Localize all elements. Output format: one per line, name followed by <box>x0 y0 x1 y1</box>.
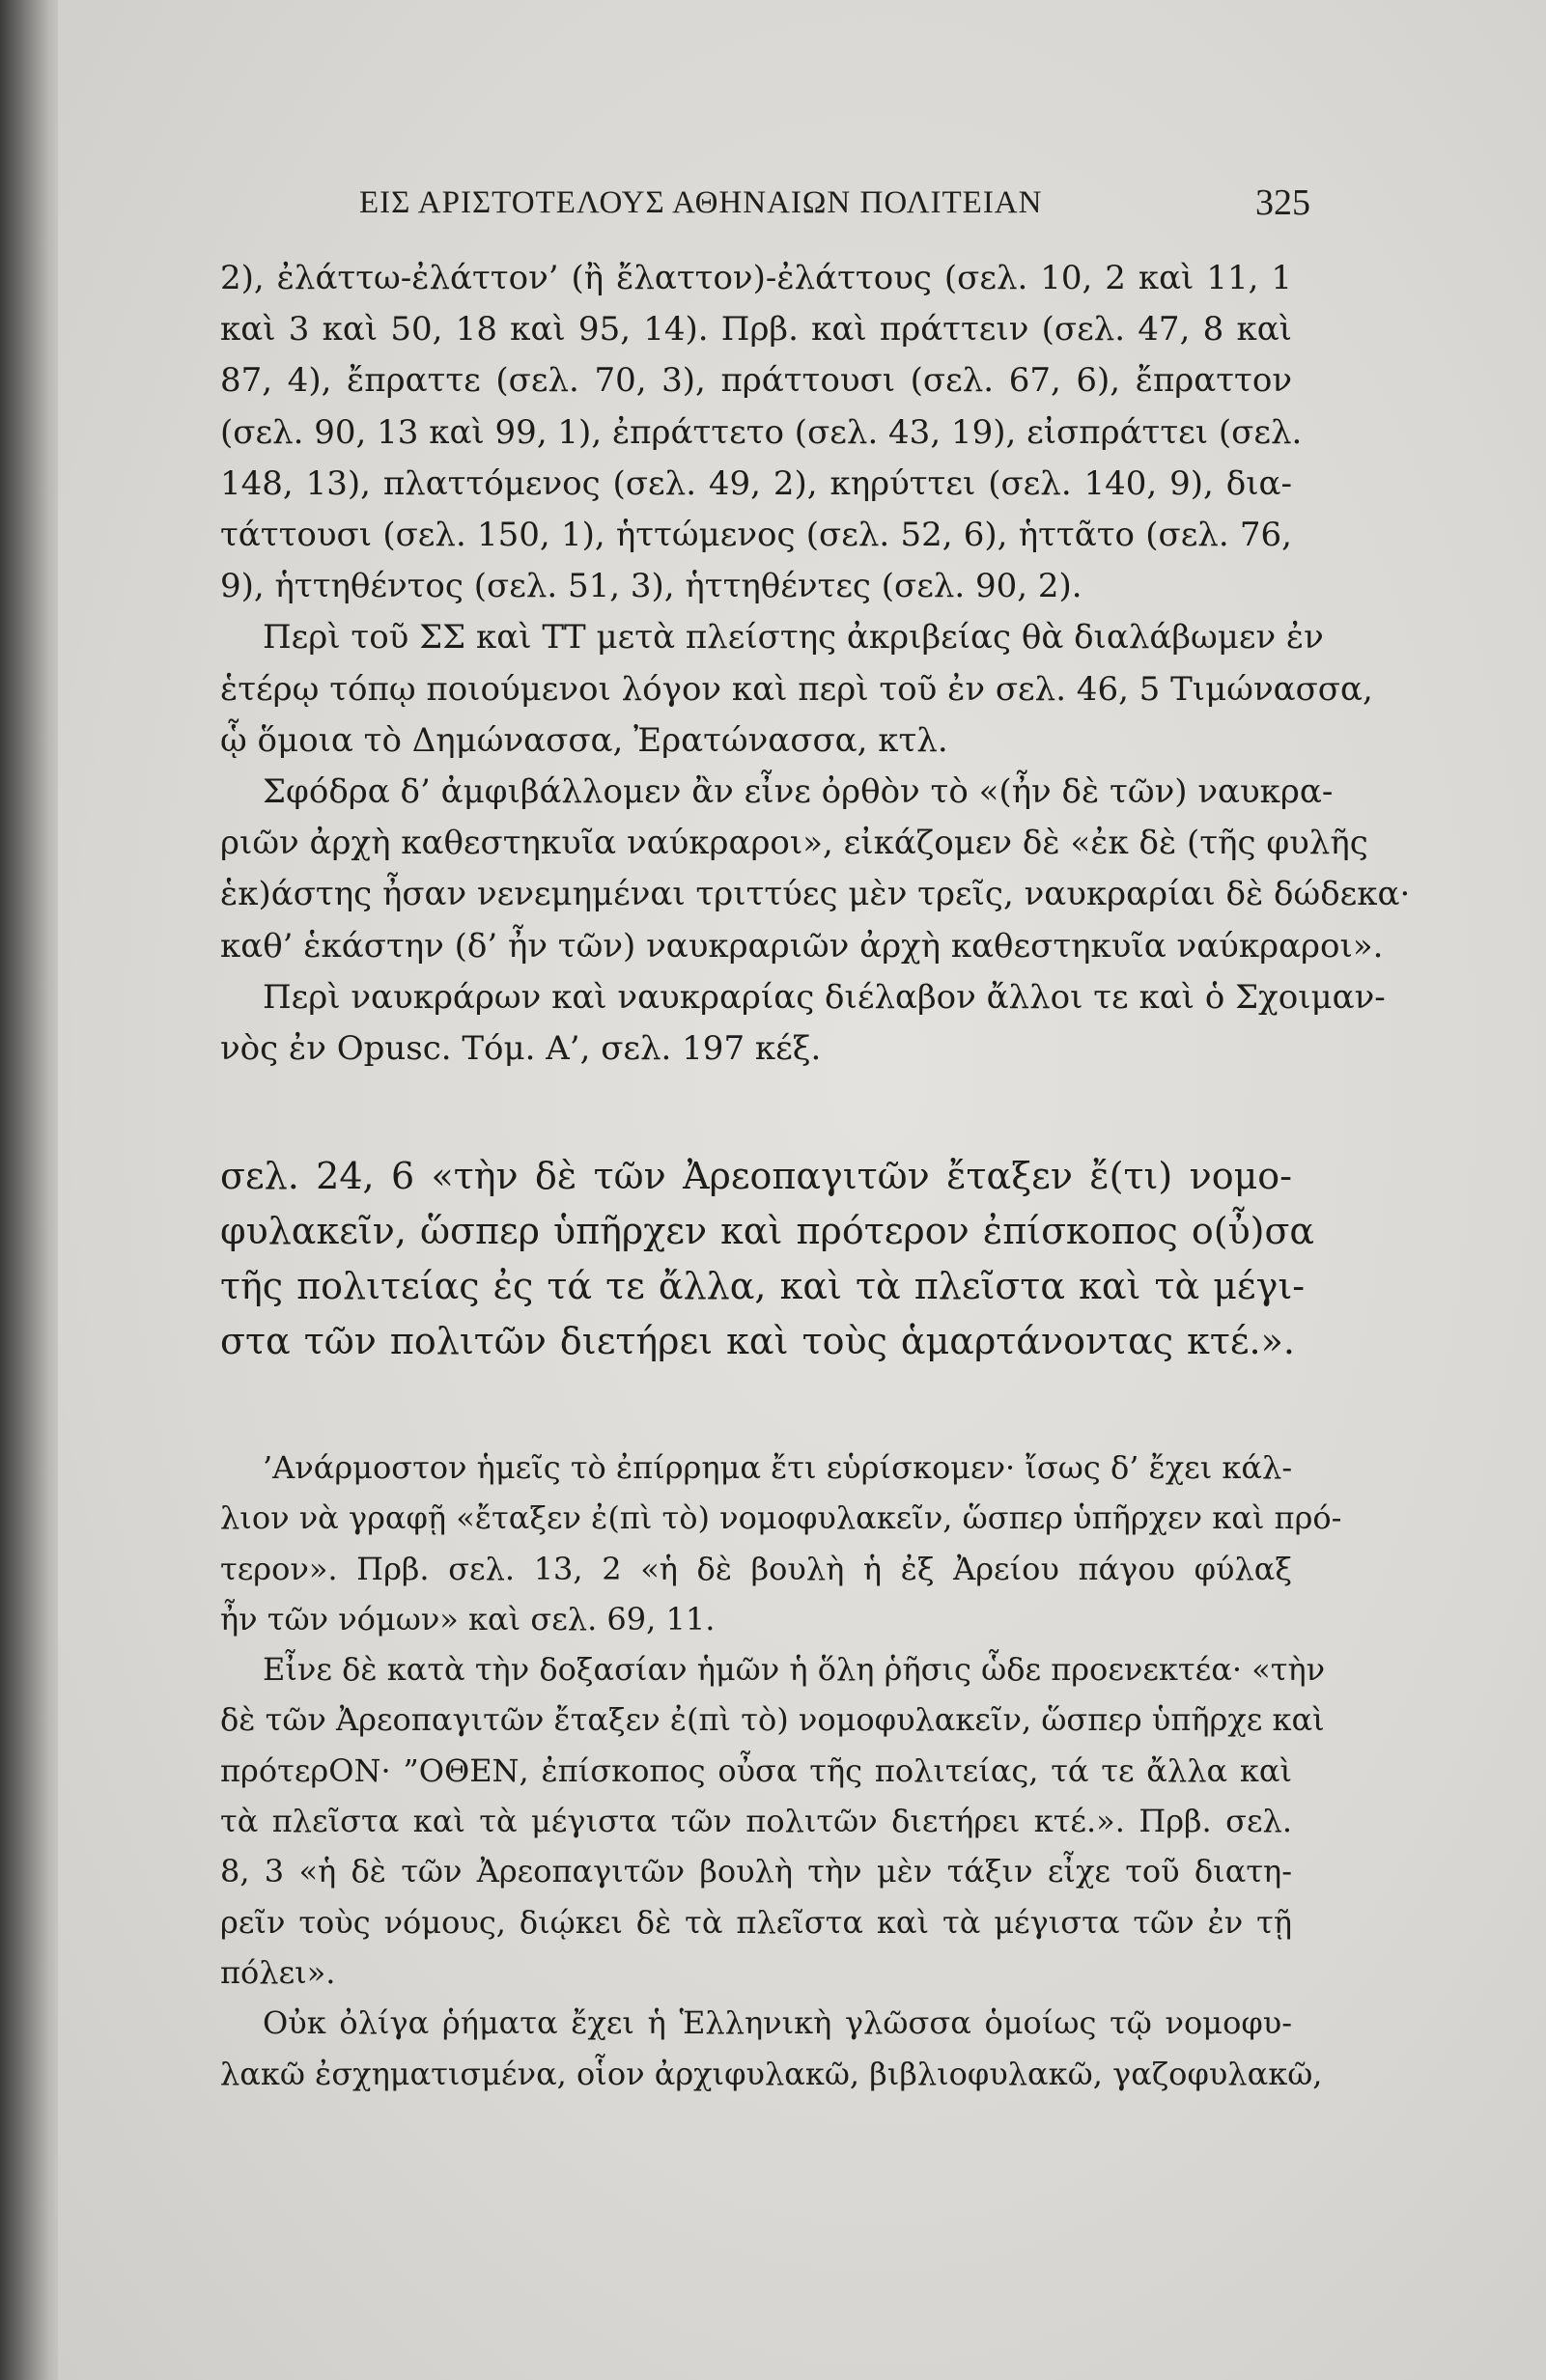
text-line: Περὶ ναυκράρων καὶ ναυκραρίας διέλαβον ἄλλοι τε καὶ ὁ Σχοιμαν- <box>263 977 1386 1017</box>
paragraph-naukraria-reference <box>220 972 1386 1075</box>
text-line: Οὐκ ὀλίγα ῥήματα ἔχει ἡ Ἑλληνικὴ γλῶσσα ὁμοίως τῷ νομοφυ- <box>263 2004 1292 2042</box>
text-line: λακῶ ἐσχηματισμένα, οἷον ἀρχιφυλακῶ, βιβλιοφυλακῶ, γαζοφυλακῶ, <box>220 2055 1323 2092</box>
text-line: Περὶ τοῦ ΣΣ καὶ ΤΤ μετὰ πλείστης ἀκριβείας θὰ διαλάβωμεν ἐν <box>263 618 1324 658</box>
text-line: 8, 3 «ἡ δὲ τῶν Ἀρεοπαγιτῶν βουλὴ τὴν μὲν τάξιν εἶχε τοῦ διατη- <box>220 1853 1292 1890</box>
text-line: τῆς πολιτείας ἐς τά τε ἄλλα, καὶ τὰ πλεῖστα καὶ τὰ μέγι- <box>220 1265 1306 1307</box>
text-line: φυλακεῖν, ὥσπερ ὑπῆρχεν καὶ πρότερον ἐπίσκοπος ο(ὖ)σα <box>220 1210 1315 1252</box>
text-line: 87, 4), ἔπραττε (σελ. 70, 3), πράττουσι (σελ. 67, 6), ἔπραττον <box>220 361 1292 401</box>
text-line: (σελ. 90, 13 καὶ 99, 1), ἐπράττετο (σελ. 43, 19), εἰσπράττει (σελ. <box>220 412 1303 452</box>
text-line: Εἶνε δὲ κατὰ τὴν δοξασίαν ἡμῶν ἡ ὅλη ῥῆσις ὧδε προενεκτέα· «τὴν <box>263 1651 1326 1689</box>
text-line: λιον νὰ γραφῇ «ἔταξεν ἐ(πὶ τὸ) νομοφυλακεῖν, ὥσπερ ὑπῆρχεν καὶ πρό- <box>220 1499 1342 1537</box>
text-line: στα τῶν πολιτῶν διετήρει καὶ τοὺς ἁμαρτάνοντας κτέ.». <box>220 1320 1295 1362</box>
paragraph-verbs <box>220 1998 1323 2099</box>
text-line: σελ. 24, 6 «τὴν δὲ τῶν Ἀρεοπαγιτῶν ἔταξεν ἔ(τι) νομο- <box>220 1155 1292 1197</box>
paragraph-ss-tt <box>220 612 1373 767</box>
paragraph-quotation <box>220 1149 1315 1369</box>
text-line: τερον». Πρβ. σελ. 13, 2 «ἡ δὲ βουλὴ ἡ ἐξ Ἀρείου πάγου φύλαξ <box>220 1550 1292 1587</box>
text-line: ἑκ)άστης ἦσαν νενεμημέναι τριττύες μὲν τρεῖς, ναυκραρίαι δὲ δώδεκα· <box>220 875 1411 914</box>
text-line: τάττουσι (σελ. 150, 1), ἡττώμενος (σελ. 52, 6), ἡττᾶτο (σελ. 76, <box>220 516 1292 555</box>
text-line: καθ’ ἑκάστην (δ’ ἦν τῶν) ναυκραριῶν ἀρχὴ καθεστηκυῖα ναύκραροι». <box>220 926 1384 966</box>
text-line: πρότερON· ”ΟΘΕΝ, ἐπίσκοπος οὖσα τῆς πολιτείας, τά τε ἄλλα καὶ <box>220 1751 1292 1789</box>
text-line: ἦν τῶν νόμων» καὶ σελ. 69, 11. <box>220 1600 716 1638</box>
text-line: καὶ 3 καὶ 50, 18 καὶ 95, 14). Πρβ. καὶ πράττειν (σελ. 47, 8 καὶ <box>220 310 1292 350</box>
quoted-text-block <box>220 1149 1315 1369</box>
page-number: 325 <box>1255 182 1310 223</box>
commentary-block-c <box>220 1442 1342 2099</box>
paragraph-attic-tt-forms <box>220 253 1303 612</box>
book-page <box>58 0 1546 2380</box>
text-line: ριῶν ἀρχὴ καθεστηκυῖα ναύκραροι», εἰκάζομεν δὲ «ἐκ δὲ (τῆς φυλῆς <box>220 824 1368 863</box>
text-line: τὰ πλεῖστα καὶ τὰ μέγιστα τῶν πολιτῶν διετήρει κτέ.». Πρβ. σελ. <box>220 1803 1292 1840</box>
text-line: ᾧ ὅμοια τὸ Δημώνασσα, Ἐρατώνασσα, κτλ. <box>220 720 948 760</box>
text-line: 2), ἐλάττω-ἐλάττον’ (ἢ ἔλαττον)-ἐλάττους (σελ. 10, 2 καὶ 11, 1 <box>220 259 1292 297</box>
text-line: 9), ἡττηθέντος (σελ. 51, 3), ἡττηθέντες (σελ. 90, 2). <box>220 567 1082 606</box>
text-line: ’Ανάρμοστον ἡμεῖς τὸ ἐπίρρημα ἔτι εὑρίσκομεν· ἴσως δ’ ἔχει κάλ- <box>263 1449 1293 1486</box>
text-line: πόλει». <box>220 1953 336 1991</box>
text-line: ἑτέρῳ τόπῳ ποιούμενοι λόγον καὶ περὶ τοῦ ἐν σελ. 46, 5 Τιμώνασσα, <box>220 669 1373 709</box>
text-line: Σφόδρα δ’ ἀμφιβάλλομεν ἂν εἶνε ὀρθὸν τὸ «(ἦν δὲ τῶν) ναυκρα- <box>263 772 1334 812</box>
text-line: νὸς ἐν Opusc. Τόμ. Α’, σελ. 197 κέξ. <box>220 1029 822 1069</box>
paragraph-doxasia <box>220 1644 1326 1998</box>
paragraph-anarmoston <box>220 1442 1342 1644</box>
text-line: δὲ τῶν Ἀρεοπαγιτῶν ἔταξεν ἐ(πὶ τὸ) νομοφυλακεῖν, ὥσπερ ὑπῆρχε καὶ <box>220 1701 1325 1739</box>
text-line: ρεῖν τοὺς νόμους, διῴκει δὲ τὰ πλεῖστα καὶ τὰ μέγιστα τῶν ἐν τῇ <box>220 1903 1292 1941</box>
paragraph-naukraroi <box>220 767 1411 972</box>
page-header <box>359 182 1310 234</box>
text-line: 148, 13), πλαττόμενος (σελ. 49, 2), κηρύττει (σελ. 140, 9), δια- <box>220 463 1292 503</box>
running-title: ΕΙΣ ΑΡΙΣΤΟΤΕΛΟΥΣ ΑΘΗΝΑΙΩΝ ΠΟΛΙΤΕΙΑΝ <box>359 185 1043 220</box>
commentary-block-a <box>220 253 1411 1075</box>
